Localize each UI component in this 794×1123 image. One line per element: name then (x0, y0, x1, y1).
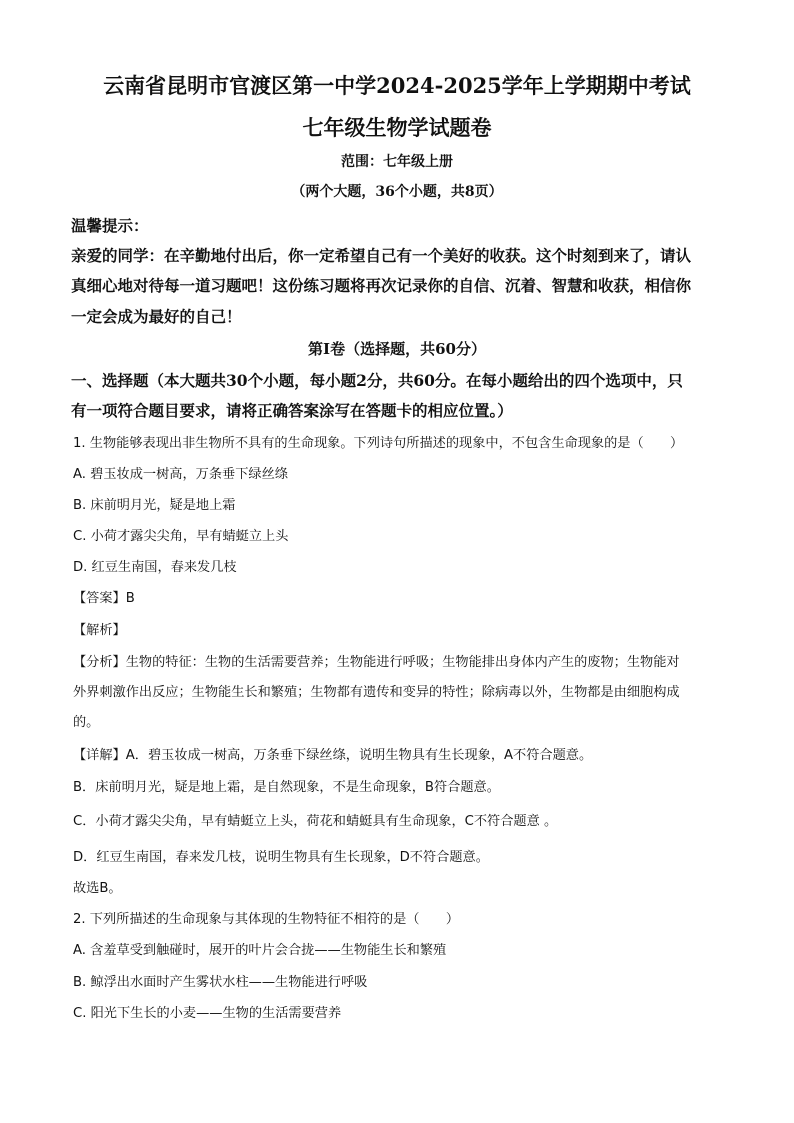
tips-line: 一定会成为最好的自己！ (71, 307, 242, 326)
question-option: A. 碧玉妆成一树高，万条垂下绿丝绦 (73, 467, 288, 482)
analysis-text: 的。 (73, 715, 100, 730)
exam-scope: 范围：七年级上册 (341, 154, 453, 170)
detail-text: 【详解】A．碧玉妆成一树高，万条垂下绿丝绦，说明生物具有生长现象，A不符合题意。 (73, 748, 593, 763)
exam-info: （两个大题，36个小题，共8页） (291, 184, 503, 200)
exam-subtitle: 七年级生物学试题卷 (302, 115, 492, 140)
question-option: C. 阳光下生长的小麦——生物的生活需要营养 (73, 1006, 342, 1021)
question-option: D. 红豆生南国，春来发几枝 (73, 560, 237, 575)
analysis-label: 【解析】 (73, 623, 126, 638)
analysis-text: 【分析】生物的特征：生物的生活需要营养；生物能进行呼吸；生物能排出身体内产生的废物；生物能对 (73, 655, 680, 670)
section-instructions: 有一项符合题目要求，请将正确答案涂写在答题卡的相应位置。） (71, 401, 513, 420)
section-instructions: 一、选择题（本大题共30个小题，每小题2分，共60分。在每小题给出的四个选项中，只 (71, 371, 683, 390)
analysis-text: 外界刺激作出反应；生物能生长和繁殖；生物都有遗传和变异的特性；除病毒以外，生物都是由细胞构成 (73, 685, 680, 700)
detail-text: D．红豆生南国，春来发几枝，说明生物具有生长现象，D不符合题意。 (73, 850, 489, 865)
tips-line: 真细心地对待每一道习题吧！这份练习题将再次记录你的自信、沉着、智慧和收获，相信你 (71, 276, 692, 295)
tips-heading: 温馨提示： (71, 216, 149, 235)
answer-label: 【答案】B (73, 591, 135, 606)
exam-title: 云南省昆明市官渡区第一中学2024-2025学年上学期期中考试 (103, 73, 691, 98)
question-option: A. 含羞草受到触碰时，展开的叶片会合拢——生物能生长和繁殖 (73, 943, 447, 958)
question-option: B. 床前明月光，疑是地上霜 (73, 498, 236, 513)
detail-text: 故选B。 (73, 881, 122, 896)
section-title: 第Ⅰ卷（选择题，共60分） (308, 340, 486, 358)
question-stem: 1. 生物能够表现出非生物所不具有的生命现象。下列诗句所描述的现象中，不包含生命现象的是（ ） (73, 436, 684, 451)
detail-text: C．小荷才露尖尖角，早有蜻蜓立上头，荷花和蜻蜓具有生命现象，C不符合题意 。 (73, 814, 558, 829)
question-option: B. 鲸浮出水面时产生雾状水柱——生物能进行呼吸 (73, 975, 368, 990)
question-stem: 2. 下列所描述的生命现象与其体现的生物特征不相符的是（ ） (73, 912, 460, 927)
detail-text: B．床前明月光，疑是地上霜，是自然现象，不是生命现象，B符合题意。 (73, 780, 500, 795)
tips-line: 亲爱的同学：在辛勤地付出后，你一定希望自己有一个美好的收获。这个时刻到来了，请认 (71, 246, 692, 265)
question-option: C. 小荷才露尖尖角，早有蜻蜓立上头 (73, 529, 289, 544)
